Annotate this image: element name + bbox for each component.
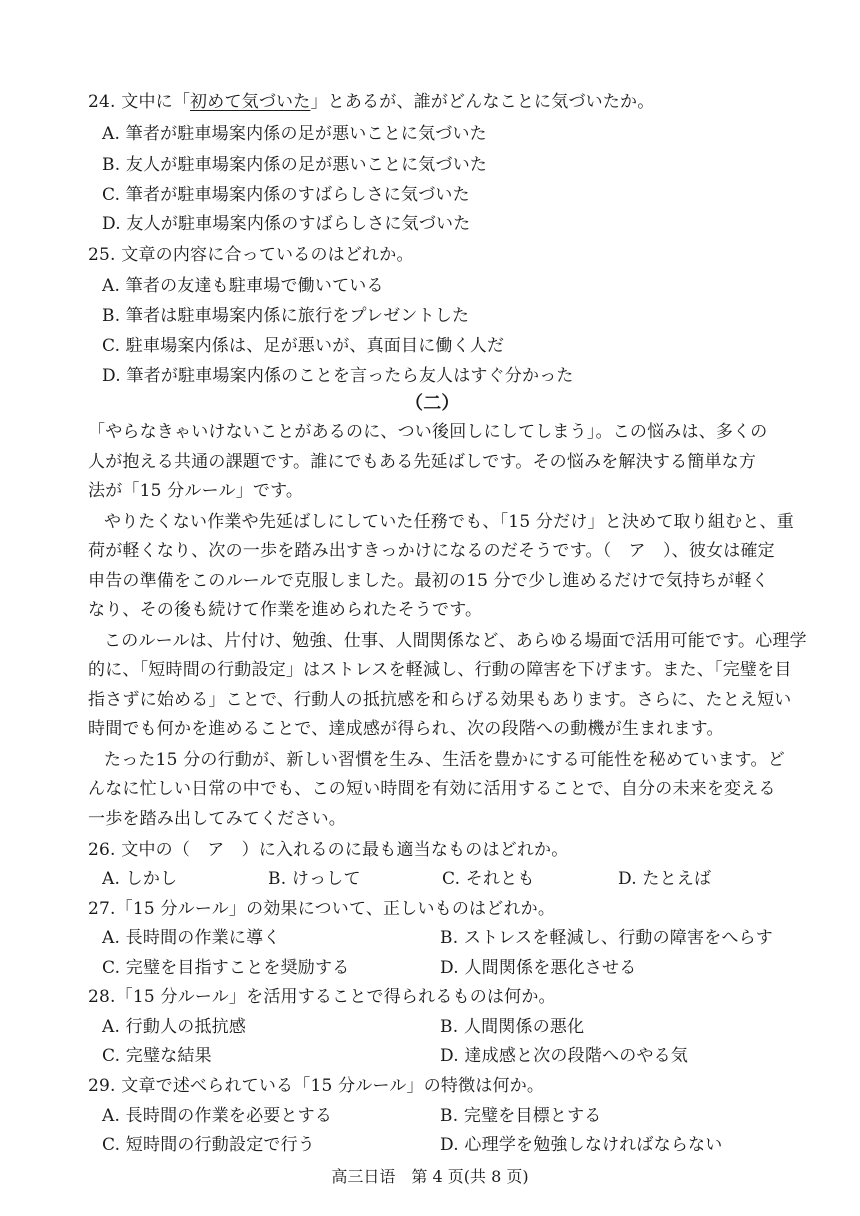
q25-option-b: B. 筆者は駐車場案内係に旅行をプレゼントした: [102, 306, 470, 326]
q29-option-d: D. 心理学を勉強しなければならない: [440, 1135, 723, 1155]
passage-line: なり、その後も続けて作業を進められたそうです。: [88, 600, 483, 620]
passage-line: 「やらなきゃいけないことがあるのに、つい後回しにしてしまう」。この悩みは、多くの: [88, 422, 768, 442]
q26-option-c: C. それとも: [442, 869, 535, 889]
question-26-stem: 26. 文中の（ ア ）に入れるのに最も適当なものはどれか。: [88, 840, 569, 860]
q29-option-a: A. 長時間の作業を必要とする: [102, 1106, 333, 1126]
q26-option-b: B. けっして: [268, 869, 361, 889]
passage-line: たった15 分の行動が、新しい習慣を生み、生活を豊かにする可能性を秘めています。ど: [104, 750, 785, 770]
passage-line: 一歩を踏み出してみてください。: [88, 809, 346, 829]
q24-option-d: D. 友人が駐車場案内係のすばらしさに気づいた: [102, 214, 471, 234]
passage-line: 時間でも何かを進めることで、達成感が得られ、次の段階への動機が生まれます。: [88, 719, 724, 739]
passage-line: 荷が軽くなり、次の一歩を踏み出すきっかけになるのだそうです。（ ア ）、彼女は確定: [88, 541, 775, 561]
q25-option-d: D. 筆者が駐車場案内係のことを言ったら友人はすぐ分かった: [102, 366, 574, 386]
q25-option-a: A. 筆者の友達も駐車場で働いている: [102, 276, 384, 296]
passage-line: 申告の準備をこのルールで克服しました。最初の15 分で少し進めるだけで気持ちが軽く: [88, 571, 769, 591]
question-24-stem: [88, 92, 654, 112]
q24-option-b: B. 友人が駐車場案内係の足が悪いことに気づいた: [102, 155, 488, 175]
section-heading: （二）: [405, 393, 460, 414]
q27-option-a: A. 長時間の作業に導く: [102, 928, 281, 948]
q28-option-a: A. 行動人の抵抗感: [102, 1017, 247, 1037]
q25-option-c: C. 駐車場案内係は、足が悪いが、真面目に働く人だ: [102, 336, 505, 356]
q28-option-b: B. 人間関係の悪化: [440, 1017, 585, 1037]
q27-option-c: C. 完璧を目指すことを奨励する: [102, 958, 350, 978]
passage-line: このルールは、片付け、勉強、仕事、人間関係など、あらゆる場面で活用可能です。心理学: [104, 631, 807, 651]
question-28-stem: 28.「15 分ルール」を活用することで得られるものは何か。: [88, 987, 556, 1007]
q26-option-d: D. たとえば: [618, 869, 712, 889]
q28-option-c: C. 完璧な結果: [102, 1046, 212, 1066]
q24-option-c: C. 筆者が駐車場案内係のすばらしさに気づいた: [102, 185, 470, 205]
question-29-stem: 29. 文章で述べられている「15 分ルール」の特徴は何か。: [88, 1076, 545, 1096]
q29-option-b: B. 完璧を目標とする: [440, 1106, 602, 1126]
q24-stem-suffix: 」とあるが、誰がどんなことに気づいたか。: [310, 92, 655, 112]
q28-option-d: D. 達成感と次の段階へのやる気: [440, 1046, 689, 1066]
passage-line: 的に、「短時間の行動設定」はストレスを軽減し、行動の障害を下げます。また、「完璧を目: [88, 660, 792, 680]
q29-option-c: C. 短時間の行動設定で行う: [102, 1135, 316, 1155]
passage-line: 人が抱える共通の課題です。誰にでもある先延ばしです。その悩みを解決する簡単な方: [88, 452, 757, 472]
question-27-stem: 27.「15 分ルール」の効果について、正しいものはどれか。: [88, 899, 556, 919]
passage-line: やりたくない作業や先延ばしにしていた任務でも、「15 分だけ」と決めて取り組むと、重: [104, 512, 794, 532]
q26-option-a: A. しかし: [102, 869, 178, 889]
page-footer: 高三日语 第 4 页(共 8 页): [331, 1167, 529, 1186]
q24-option-a: A. 筆者が駐車場案内係の足が悪いことに気づいた: [102, 124, 487, 144]
q24-stem-prefix: 24. 文中に「: [88, 92, 191, 112]
passage-line: 法が「15 分ルール」です。: [88, 481, 304, 501]
passage-line: んなに忙しい日常の中でも、この短い時間を有効に活用することで、自分の未来を変える: [88, 779, 776, 799]
question-25-stem: 25. 文章の内容に合っているのはどれか。: [88, 245, 414, 265]
q24-underlined-phrase: 初めて気づいた: [190, 92, 311, 112]
q27-option-b: B. ストレスを軽減し、行動の障害をへらす: [440, 928, 773, 948]
q27-option-d: D. 人間関係を悪化させる: [440, 958, 637, 978]
passage-line: 指さずに始める」ことで、行動人の抵抗感を和らげる効果もあります。さらに、たとえ短い: [88, 690, 792, 710]
